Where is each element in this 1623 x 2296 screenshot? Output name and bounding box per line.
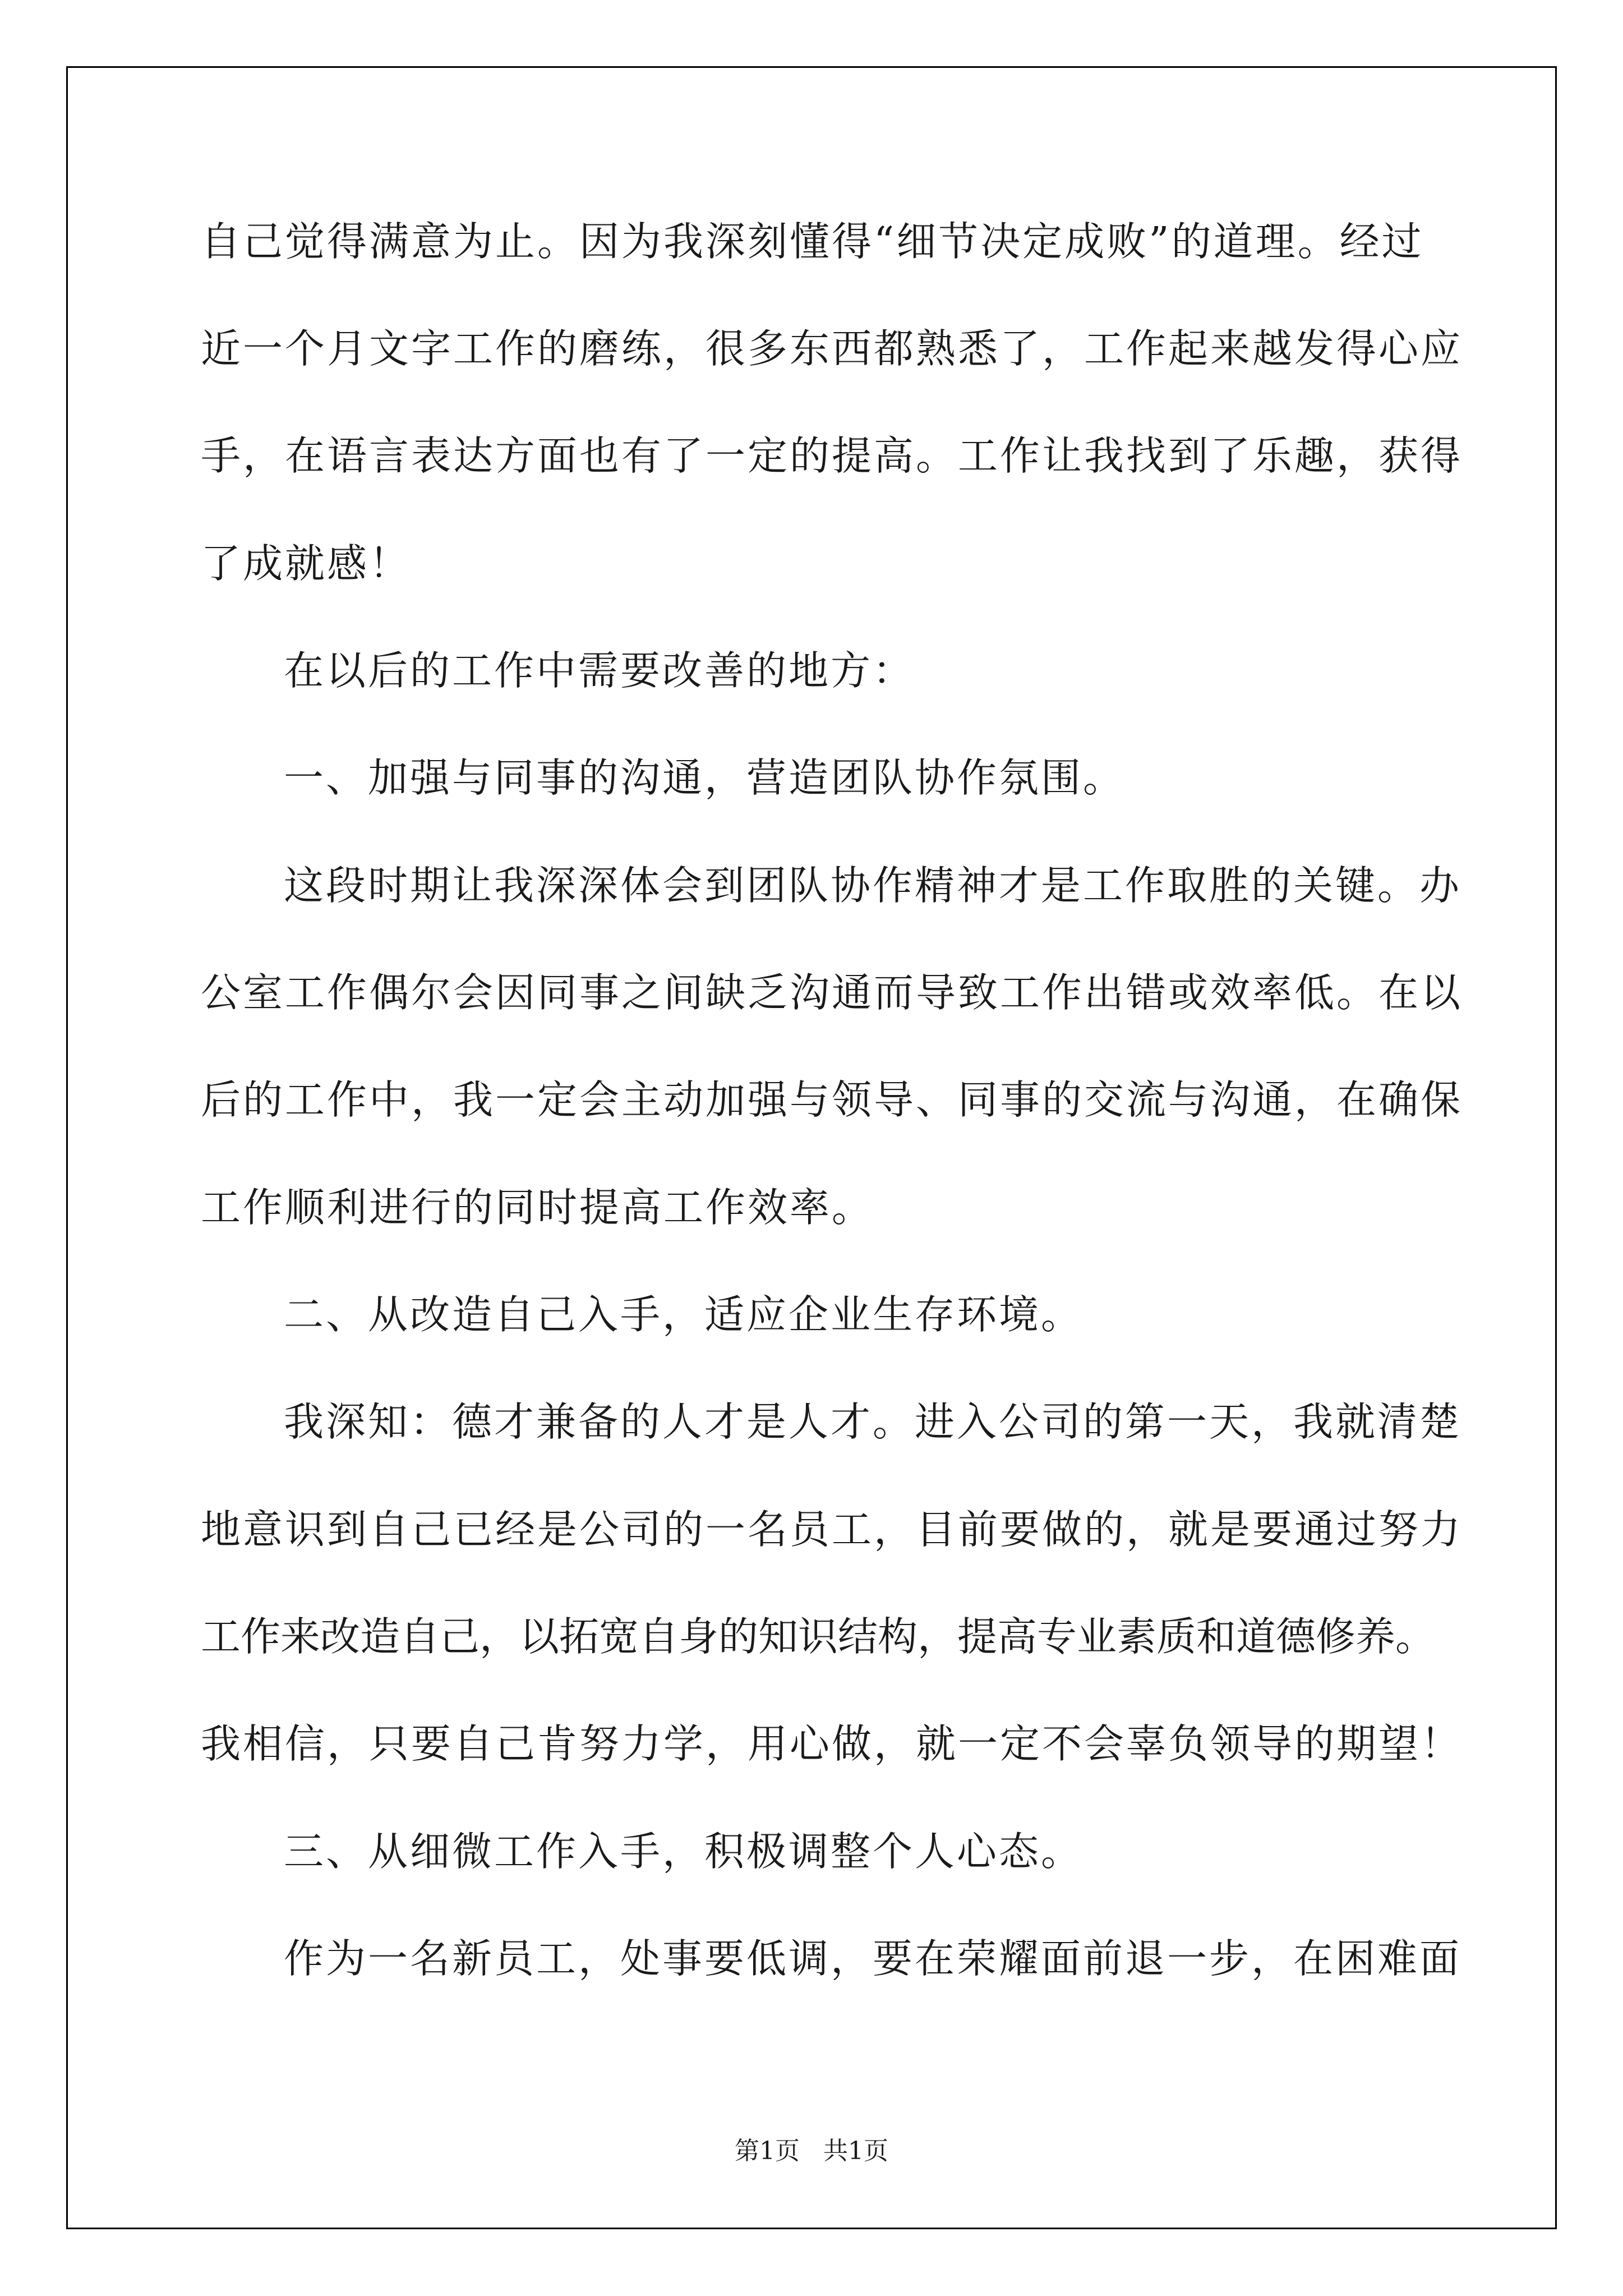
text-line: 作为一名新员工，处事要低调，要在荣耀面前退一步，在困难面 bbox=[284, 1935, 1462, 1982]
text-line: 自己觉得满意为止。因为我深刻懂得“细节决定成败”的道理。经过 bbox=[201, 218, 1424, 265]
text-line: 近一个月文字工作的磨练，很多东西都熟悉了，工作起来越发得心应 bbox=[201, 325, 1463, 372]
text-line: 二、从改造自己入手，适应企业生存环境。 bbox=[284, 1291, 1083, 1338]
text-line: 地意识到自己已经是公司的一名员工，目前要做的，就是要通过努力 bbox=[201, 1506, 1463, 1553]
page-border bbox=[66, 66, 1557, 2229]
text-line: 工作来改造自己，以拓宽自身的知识结构，提高专业素质和道德修养。 bbox=[201, 1613, 1436, 1660]
page-footer: 第1页 共1页 bbox=[735, 2137, 888, 2165]
text-line: 在以后的工作中需要改善的地方： bbox=[284, 647, 915, 694]
text-line: 我深知：德才兼备的人才是人才。进入公司的第一天，我就清楚 bbox=[284, 1398, 1462, 1445]
text-line: 手，在语言表达方面也有了一定的提高。工作让我找到了乐趣，获得 bbox=[201, 432, 1463, 479]
text-line: 这段时期让我深深体会到团队协作精神才是工作取胜的关键。办 bbox=[284, 862, 1462, 909]
text-line: 三、从细微工作入手，积极调整个人心态。 bbox=[284, 1828, 1083, 1875]
text-line: 工作顺利进行的同时提高工作效率。 bbox=[201, 1184, 874, 1231]
text-line: 后的工作中，我一定会主动加强与领导、同事的交流与沟通，在确保 bbox=[201, 1076, 1463, 1123]
text-line: 一、加强与同事的沟通，营造团队协作氛围。 bbox=[284, 754, 1126, 801]
text-line: 公室工作偶尔会因同事之间缺乏沟通而导致工作出错或效率低。在以 bbox=[201, 969, 1463, 1016]
text-line: 了成就感！ bbox=[201, 540, 412, 587]
text-line: 我相信，只要自己肯努力学，用心做，就一定不会辜负领导的期望！ bbox=[201, 1720, 1463, 1767]
